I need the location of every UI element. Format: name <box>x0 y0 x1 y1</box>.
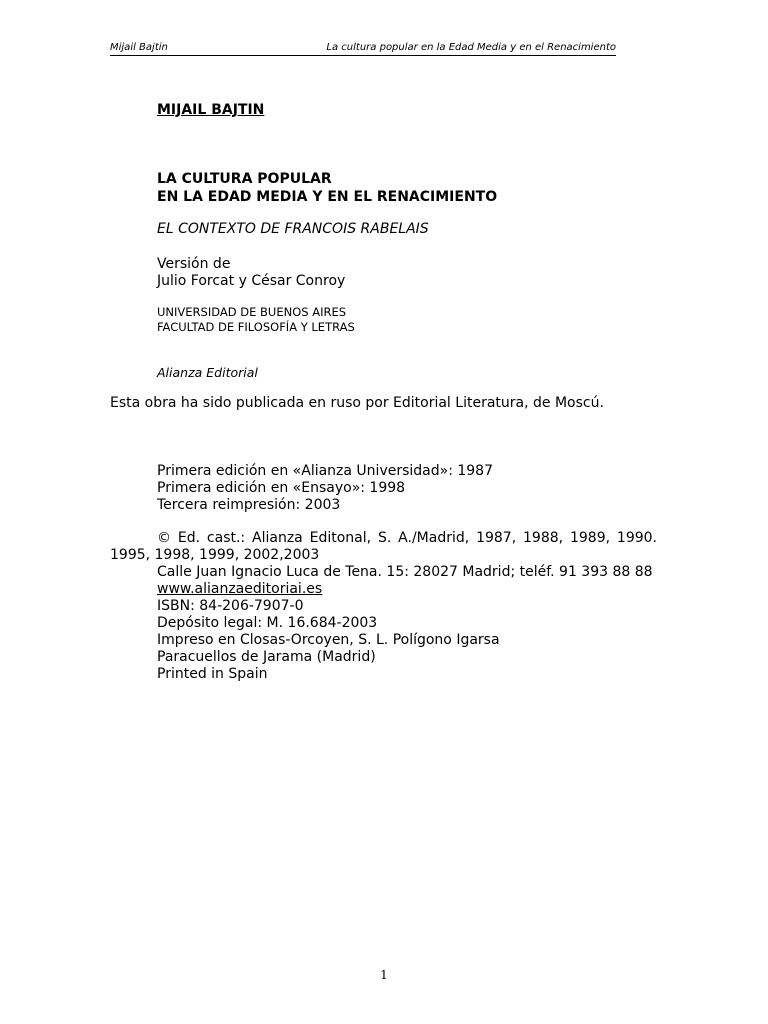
book-subtitle: EL CONTEXTO DE FRANCOIS RABELAIS <box>157 221 429 237</box>
printed-in: Printed in Spain <box>157 666 268 682</box>
book-title <box>157 170 497 206</box>
book-title-line-1: LA CULTURA POPULAR <box>157 171 332 187</box>
copyright-block <box>110 530 657 683</box>
edition-line-1: Primera edición en «Alianza Universidad»: 1987 <box>157 463 493 479</box>
publication-note: Esta obra ha sido publicada en ruso por Editorial Literatura, de Moscú. <box>110 395 604 411</box>
institution-line-2: FACULTAD DE FILOSOFÍA Y LETRAS <box>157 320 355 334</box>
institution <box>157 305 355 335</box>
edition-line-2: Primera edición en «Ensayo»: 1998 <box>157 480 406 496</box>
copyright-notice: © Ed. cast.: Alianza Editonal, S. A./Madrid, 1987, 1988, 1989, 1990. 1995, 1998, 1999, 2002,2003 <box>110 530 657 563</box>
header-book-title: La cultura popular en la Edad Media y en el Renacimiento <box>326 42 616 53</box>
publisher-name: Alianza Editorial <box>157 365 258 380</box>
header-author: Mijail Bajtin <box>110 42 168 53</box>
edition-history <box>157 463 493 514</box>
running-header <box>110 42 616 56</box>
page-number: 1 <box>380 968 388 982</box>
author-name: MIJAIL BAJTIN <box>157 102 265 118</box>
publisher-website-link[interactable]: www.alianzaeditoriai.es <box>157 581 323 597</box>
institution-line-1: UNIVERSIDAD DE BUENOS AIRES <box>157 305 347 319</box>
legal-deposit: Depósito legal: M. 16.684-2003 <box>157 615 378 631</box>
translation-credit-line-1: Versión de <box>157 256 231 272</box>
book-title-line-2: EN LA EDAD MEDIA Y EN EL RENACIMIENTO <box>157 189 498 205</box>
translation-credit <box>157 256 345 290</box>
isbn: ISBN: 84-206-7907-0 <box>157 598 304 614</box>
edition-line-3: Tercera reimpresión: 2003 <box>157 497 341 513</box>
translation-credit-line-2: Julio Forcat y César Conroy <box>157 273 346 289</box>
publisher-address: Calle Juan Ignacio Luca de Tena. 15: 28027 Madrid; teléf. 91 393 88 88 <box>157 564 653 580</box>
printer-location: Paracuellos de Jarama (Madrid) <box>157 649 376 665</box>
printer: Impreso en Closas-Orcoyen, S. L. Polígono Igarsa <box>157 632 500 648</box>
